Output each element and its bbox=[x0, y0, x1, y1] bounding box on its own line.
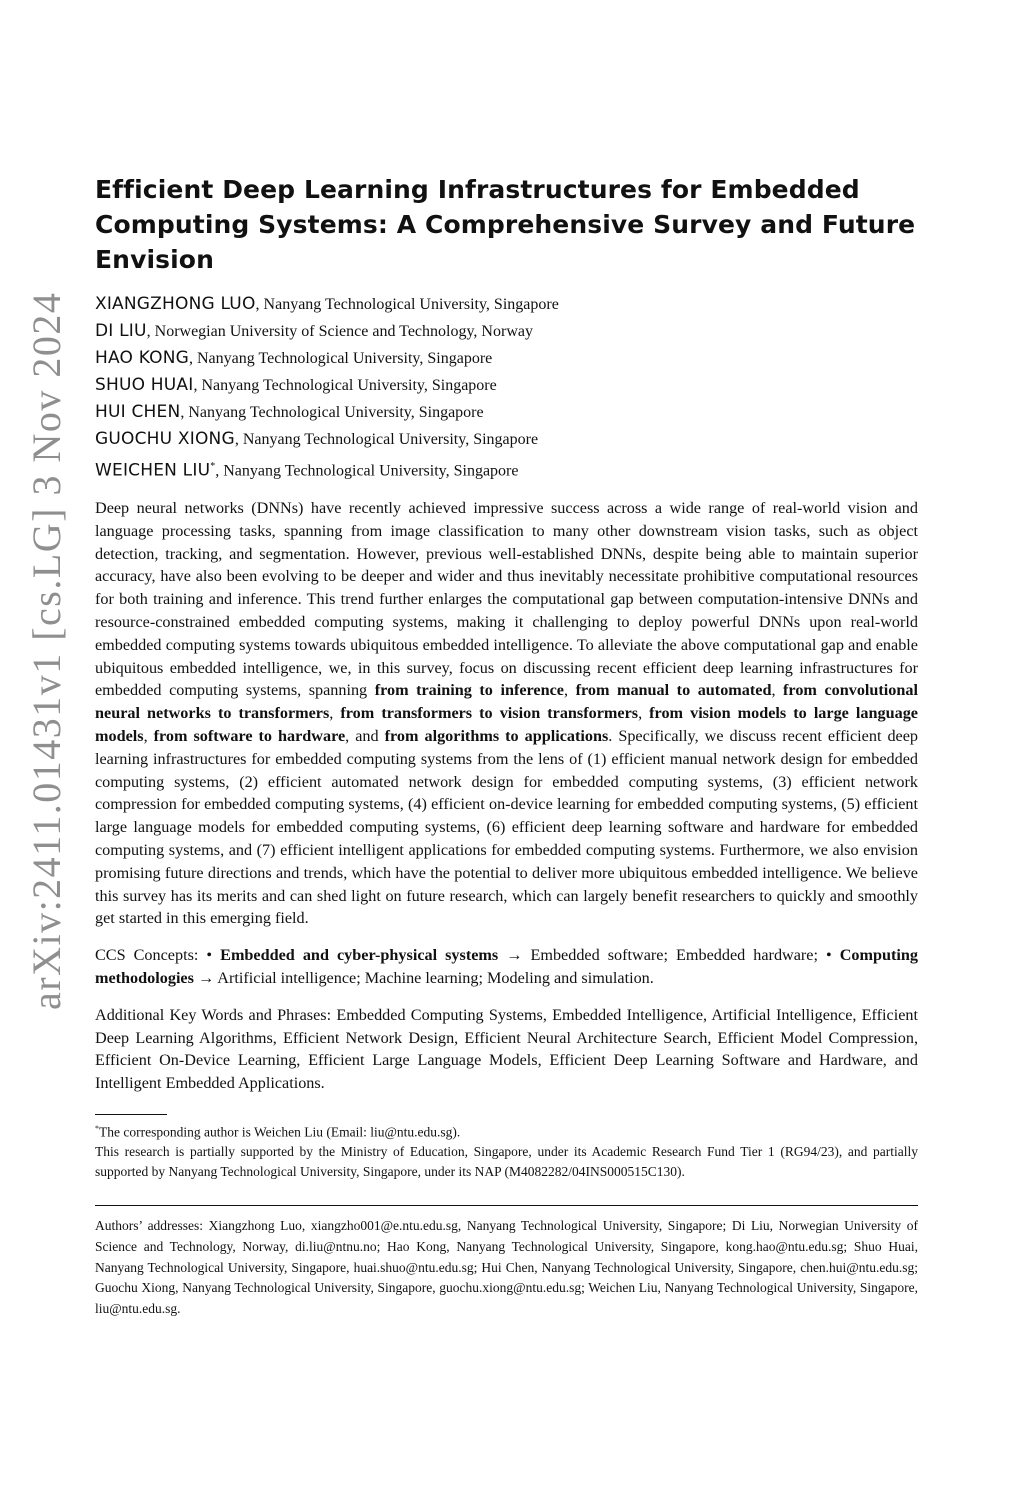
author-addresses: Authors’ addresses: Xiangzhong Luo, xiangzho001@e.ntu.edu.sg, Nanyang Technological University, Singapore; Di Liu, Norwegian University of Science and Technology, Norway, di.liu@ntnu.no; Hao Kong, Nanyang Technological University, Singapore, kong.hao@ntu.edu.sg; Shuo Huai, Nanyang Technological University, Singapore, huai.shuo@ntu.edu.sg; Hui Chen, Nanyang Technological University, Singapore, chen.hui@ntu.edu.sg; Guochu Xiong, Nanyang Technological University, Singapore, guochu.xiong@ntu.edu.sg; Weichen Liu, Nanyang Technological University, Singapore, liu@ntu.edu.sg. bbox=[95, 1218, 918, 1316]
abstract-highlight: from manual to automated bbox=[575, 681, 772, 700]
author-affiliation: , Nanyang Technological University, Singapore bbox=[255, 296, 559, 313]
author-name: WEICHEN LIU bbox=[95, 460, 211, 481]
author-entry bbox=[95, 345, 918, 372]
abstract-separator: , bbox=[329, 704, 341, 723]
ccs-concepts bbox=[95, 944, 918, 990]
abstract-separator: , bbox=[638, 704, 650, 723]
abstract bbox=[95, 497, 918, 930]
abstract-separator: , bbox=[771, 681, 784, 700]
author-name: XIANGZHONG LUO bbox=[95, 294, 256, 314]
author-entry bbox=[95, 426, 918, 453]
footnote-mark: * bbox=[95, 1123, 99, 1133]
abstract-highlight: from vision models to large language models bbox=[95, 704, 918, 745]
ccs-terms-embedded: → Embedded software; Embedded hardware; • bbox=[498, 946, 840, 965]
abstract-highlight: from algorithms to applications bbox=[384, 726, 609, 745]
author-entry bbox=[95, 318, 918, 345]
abstract-highlight: from software to hardware bbox=[153, 726, 346, 745]
author-affiliation: , Nanyang Technological University, Singapore bbox=[189, 350, 493, 367]
author-affiliation: , Nanyang Technological University, Singapore bbox=[215, 462, 519, 480]
paper-title: Efficient Deep Learning Infrastructures for Embedded Computing Systems: A Comprehensive Survey and Future Envision bbox=[95, 175, 916, 274]
author-name: GUOCHU XIONG bbox=[95, 429, 235, 449]
abstract-intro: Deep neural networks (DNNs) have recently achieved impressive success across a wide range of real-world vision and language processing tasks, spanning from image classification to many other downstream vision tasks, such as object detection, tracking, and segmentation. However, previous well-established DNNs, despite being able to maintain superior accuracy, have also been evolving to be deeper and wider and thus inevitably necessitate prohibitive computational resources for both training and inference. This trend further enlarges the computational gap between computation-intensive DNNs and resource-constrained embedded computing systems, making it challenging to deploy powerful DNNs upon real-world embedded computing systems towards ubiquitous embedded intelligence. To alleviate the above computational gap and enable ubiquitous embedded intelligence, we, in this survey, focus on discussing recent efficient deep learning infrastructures for embedded computing systems, spanning bbox=[95, 499, 918, 700]
abstract-separator: , bbox=[563, 681, 576, 700]
author-affiliation: , Norwegian University of Science and Technology, Norway bbox=[146, 323, 533, 340]
author-entry bbox=[95, 372, 918, 399]
corresponding-author-mark: * bbox=[210, 461, 216, 472]
author-list bbox=[95, 291, 918, 480]
keywords: Additional Key Words and Phrases: Embedded Computing Systems, Embedded Intelligence, Artificial Intelligence, Efficient Deep Learning Algorithms, Efficient Network Design, Efficient Neural Architecture Search, Efficient Model Compression, Efficient On-Device Learning, Efficient Large Language Models, Efficient Deep Learning Software and Hardware, and Intelligent Embedded Applications. bbox=[95, 1005, 918, 1093]
footnote-corresponding-text: The corresponding author is Weichen Liu (Email: liu@ntu.edu.sg). bbox=[99, 1124, 461, 1140]
abstract-highlight: from transformers to vision transformers bbox=[340, 704, 639, 723]
ccs-concept-computing: Computing methodologies bbox=[95, 946, 918, 987]
author-affiliation: , Nanyang Technological University, Singapore bbox=[234, 431, 539, 448]
abstract-highlight: from training to inference bbox=[374, 681, 564, 700]
abstract-separator: , and bbox=[345, 726, 385, 745]
abstract-body: . Specifically, we discuss recent efficient deep learning infrastructures for embedded computing systems from the lens of (1) efficient manual network design for embedded computing systems, (2) efficient automated network design for embedded computing systems, (3) efficient network compression for embedded computing systems, (4) efficient on-device learning for embedded computing systems, (5) efficient large language models for embedded computing systems, (6) efficient deep learning software and hardware for embedded computing systems, and (7) efficient intelligent applications for embedded computing systems. Furthermore, we also envision promising future directions and trends, which have the potential to deliver more ubiquitous embedded intelligence. We believe this survey has its merits and can shed light on future research, which can largely benefit researchers to quickly and smoothly get started in this emerging field. bbox=[95, 726, 919, 928]
author-name: DI LIU bbox=[95, 321, 147, 341]
arxiv-identifier-stamp: arXiv:2411.01431v1 [cs.LG] 3 Nov 2024 bbox=[24, 291, 69, 1010]
ccs-terms-computing: → Artificial intelligence; Machine learning; Modeling and simulation. bbox=[193, 968, 654, 987]
footnote-funding: This research is partially supported by the Ministry of Education, Singapore, under its Academic Research Fund Tier 1 (RG94/23), and partially supported by Nanyang Technological University, Singapore, under its NAP (M4082282/04INS000515C130). bbox=[95, 1144, 918, 1180]
address-divider bbox=[95, 1205, 918, 1206]
author-entry bbox=[95, 453, 918, 480]
author-entry bbox=[95, 291, 918, 318]
paper-content bbox=[95, 172, 918, 1319]
author-affiliation: , Nanyang Technological University, Singapore bbox=[193, 377, 497, 394]
author-name: SHUO HUAI bbox=[95, 375, 194, 395]
abstract-separator: , bbox=[143, 726, 154, 745]
footnote-corresponding bbox=[95, 1119, 918, 1143]
author-affiliation: , Nanyang Technological University, Singapore bbox=[180, 404, 484, 421]
ccs-concept-embedded: Embedded and cyber-physical systems bbox=[220, 946, 499, 965]
ccs-prefix: CCS Concepts: • bbox=[95, 946, 221, 965]
abstract-highlight: from convolutional neural networks to transformers bbox=[95, 681, 918, 723]
footnote-divider bbox=[95, 1114, 167, 1115]
author-name: HUI CHEN bbox=[95, 402, 181, 422]
author-name: HAO KONG bbox=[95, 348, 189, 368]
author-entry bbox=[95, 399, 918, 426]
